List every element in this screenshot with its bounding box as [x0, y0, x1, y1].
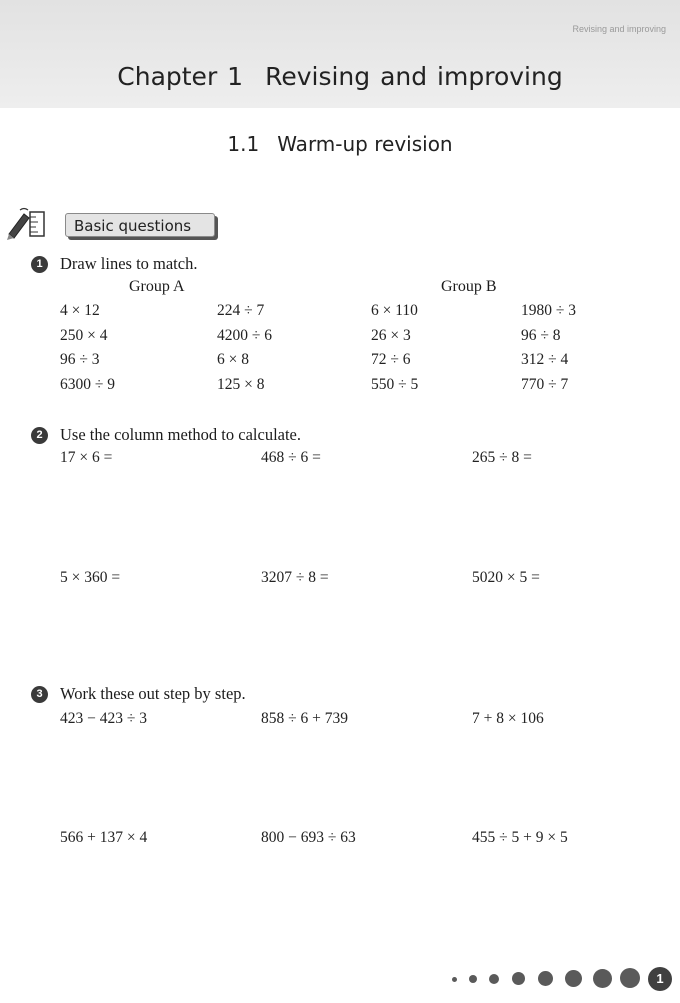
dot-decoration [469, 975, 477, 983]
question-2-number: 2 [31, 427, 48, 444]
dot-decoration [489, 974, 499, 984]
match-item: 1980 ÷ 3 [521, 302, 577, 319]
basic-questions-label: Basic questions [65, 213, 215, 237]
chapter-title [0, 62, 680, 91]
group-a-heading: Group A [129, 278, 185, 295]
step-item: 566 + 137 × 4 [60, 829, 148, 846]
match-item: 312 ÷ 4 [521, 351, 569, 368]
page-number: 1 [648, 967, 672, 991]
dot-decoration [593, 969, 612, 988]
section-name: Warm-up revision [277, 132, 453, 156]
match-item: 26 × 3 [371, 327, 411, 344]
step-item: 800 − 693 ÷ 63 [261, 829, 356, 846]
question-1-instruction: Draw lines to match. [60, 254, 198, 273]
calculation-item: 5 × 360 = [60, 569, 121, 586]
section-number: 1.1 [227, 132, 260, 156]
calculation-item: 17 × 6 = [60, 449, 113, 466]
running-head: Revising and improving [572, 24, 666, 34]
match-item: 72 ÷ 6 [371, 351, 411, 368]
dot-decoration [565, 970, 582, 987]
match-item: 125 × 8 [217, 376, 265, 393]
header-band [0, 0, 680, 108]
calculation-item: 468 ÷ 6 = [261, 449, 321, 466]
dot-decoration [512, 972, 525, 985]
match-item: 4200 ÷ 6 [217, 327, 273, 344]
match-item: 4 × 12 [60, 302, 100, 319]
chapter-number: Chapter 1 [117, 62, 244, 91]
question-3-instruction: Work these out step by step. [60, 684, 246, 703]
section-title [0, 132, 680, 156]
match-item: 550 ÷ 5 [371, 376, 419, 393]
chapter-name: Revising and improving [265, 62, 563, 91]
question-2-instruction: Use the column method to calculate. [60, 425, 302, 444]
calculation-item: 265 ÷ 8 = [472, 449, 532, 466]
dot-decoration [452, 977, 457, 982]
step-item: 455 ÷ 5 + 9 × 5 [472, 829, 568, 846]
basic-questions-banner [6, 204, 221, 244]
dot-decoration [538, 971, 553, 986]
calculation-item: 3207 ÷ 8 = [261, 569, 329, 586]
match-item: 770 ÷ 7 [521, 376, 569, 393]
question-1-number: 1 [31, 256, 48, 273]
match-item: 250 × 4 [60, 327, 108, 344]
question-3-number: 3 [31, 686, 48, 703]
match-item: 6 × 110 [371, 302, 418, 319]
step-item: 423 − 423 ÷ 3 [60, 710, 147, 727]
match-item: 6 × 8 [217, 351, 249, 368]
dot-decoration [620, 968, 640, 988]
page-dots [440, 964, 680, 994]
step-item: 7 + 8 × 106 [472, 710, 544, 727]
calculation-item: 5020 × 5 = [472, 569, 540, 586]
group-b-heading: Group B [441, 278, 497, 295]
match-item: 224 ÷ 7 [217, 302, 265, 319]
match-item: 96 ÷ 3 [60, 351, 100, 368]
match-item: 6300 ÷ 9 [60, 376, 116, 393]
pencil-ruler-icon [6, 206, 50, 240]
step-item: 858 ÷ 6 + 739 [261, 710, 348, 727]
match-item: 96 ÷ 8 [521, 327, 561, 344]
